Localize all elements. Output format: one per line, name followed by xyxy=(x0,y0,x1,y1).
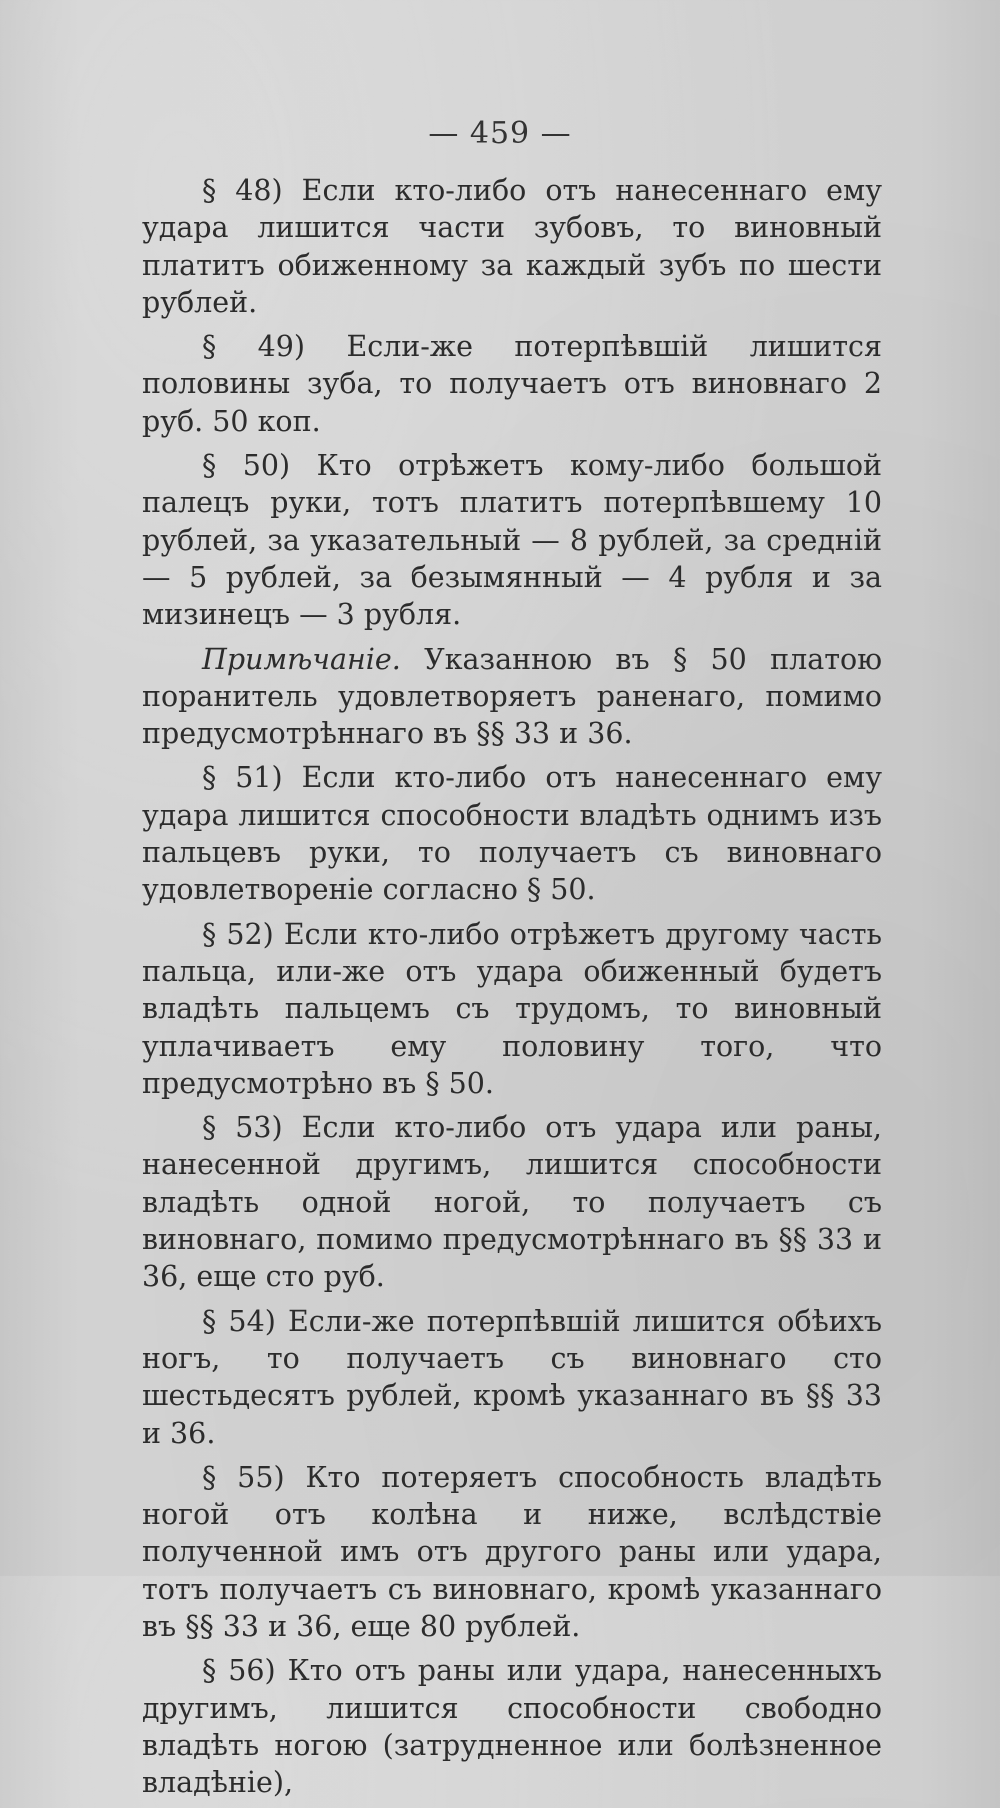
body-text xyxy=(142,172,882,1808)
paragraph-50: § 50) Кто отрѣжетъ кому-либо большой палецъ руки, тотъ платитъ потерпѣвшему 10 рублей, за указательный — 8 рублей, за средній — 5 рублей, за безымянный — 4 рубля и за мизинецъ — 3 рубля. xyxy=(142,449,882,632)
paragraph-53: § 53) Если кто-либо отъ удара или раны, нанесенной другимъ, лишится способности владѣть одной ногой, то получаетъ съ виновнаго, помимо предусмотрѣннаго въ §§ 33 и 36, еще сто руб. xyxy=(142,1111,882,1294)
paragraph-51: § 51) Если кто-либо отъ нанесеннаго ему удара лишится способности владѣть однимъ изъ пальцевъ руки, то получаетъ съ виновнаго удовлетвореніе согласно § 50. xyxy=(142,761,882,907)
paragraph-48: § 48) Если кто-либо отъ нанесеннаго ему удара лишится части зубовъ, то виновный платитъ обиженному за каждый зубъ по шести рублей. xyxy=(142,174,882,319)
paragraph-55: § 55) Кто потеряетъ способность владѣть ногой отъ колѣна и ниже, вслѣдствіе полученной имъ отъ другого раны или удара, тотъ получаетъ съ виновнаго, кромѣ указаннаго въ §§ 33 и 36, еще 80 рублей. xyxy=(142,1460,882,1643)
paragraph-52: § 52) Если кто-либо отрѣжетъ другому часть пальца, или-же отъ удара обиженный будетъ владѣть пальцемъ съ трудомъ, то виновный уплачиваетъ ему половину того, что предусмотрѣно въ § 50. xyxy=(142,917,882,1100)
paragraph-54: § 54) Если-же потерпѣвшій лишится обѣихъ ногъ, то получаетъ съ виновнаго сто шестьдесятъ рублей, кромѣ указаннаго въ §§ 33 и 36. xyxy=(142,1304,882,1450)
paragraph-56: § 56) Кто отъ раны или удара, нанесенныхъ другимъ, лишится способности свободно владѣть ногою (затрудненное или болѣзненное владѣніе), xyxy=(142,1654,882,1800)
note-paragraph xyxy=(142,641,882,753)
note-text: Указанною въ § 50 платою поранитель удовлетворяетъ раненаго, помимо предусмотрѣннаго въ §§ 33 и 36. xyxy=(142,642,883,751)
page-number: — 459 — xyxy=(428,116,572,151)
paragraph-49: § 49) Если-же потерпѣвшій лишится половины зуба, то получаетъ отъ виновнаго 2 руб. 50 коп. xyxy=(142,330,882,438)
note-label: Примѣчаніе. xyxy=(202,642,401,676)
